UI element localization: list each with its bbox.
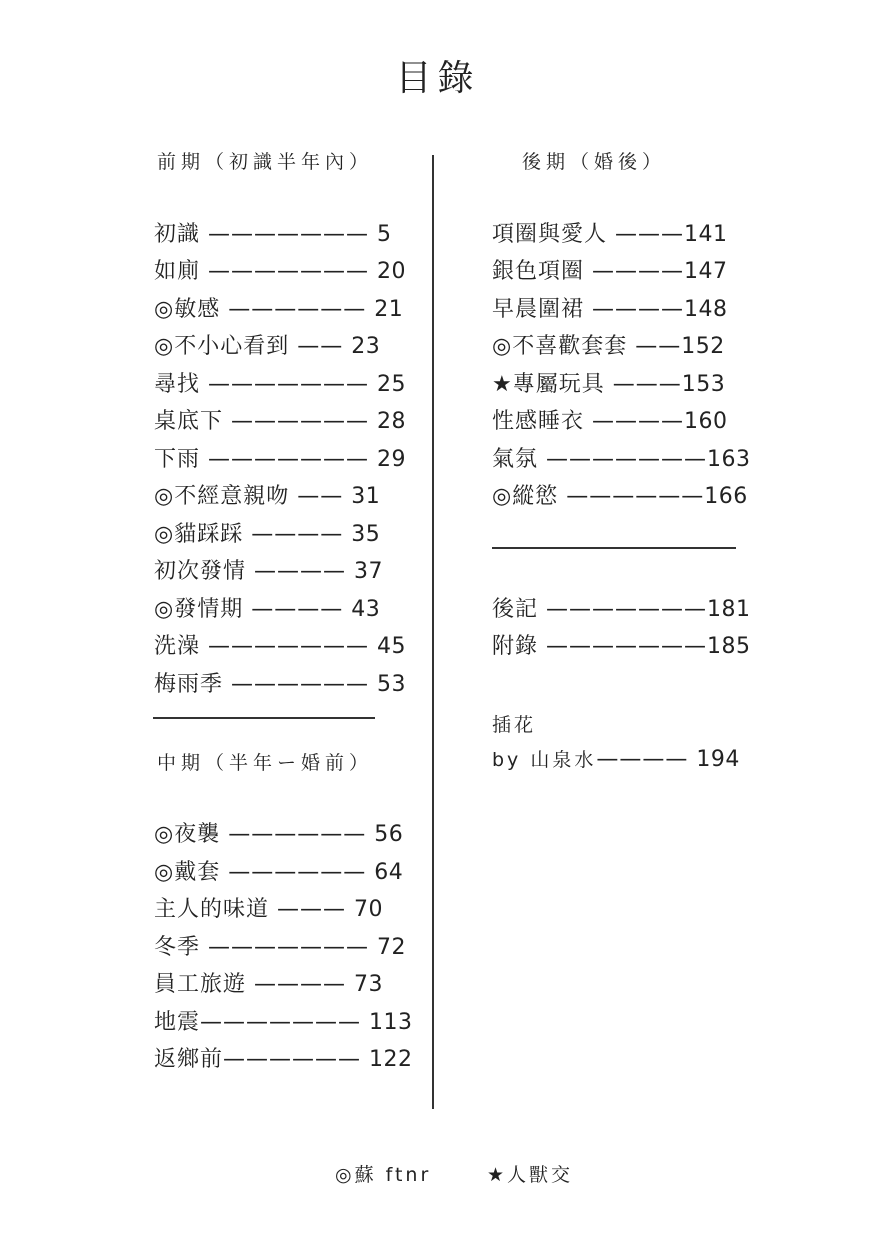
toc-entry[interactable] (154, 595, 380, 625)
toc-entry[interactable] (154, 445, 406, 475)
entry-title: 後記 (492, 597, 539, 622)
footer-legend-star: ★人獸交 (487, 1164, 574, 1186)
entry-title: 如廁 (154, 259, 201, 284)
toc-entry[interactable] (492, 407, 728, 437)
toc-entry[interactable] (492, 257, 728, 287)
section-heading-middle: 中期（半年ー婚前） (157, 752, 374, 774)
entry-title: ◎夜襲 (154, 822, 221, 847)
entry-page: 194 (696, 747, 740, 772)
entry-page: 166 (704, 484, 748, 509)
entry-title: 初識 (154, 222, 201, 247)
entry-page: 37 (354, 559, 384, 584)
entry-title: ◎發情期 (154, 597, 244, 622)
entry-title: 尋找 (154, 372, 201, 397)
entry-title: 主人的味道 (154, 897, 270, 922)
entry-title: ◎不經意親吻 (154, 484, 290, 509)
entry-title: 附錄 (492, 634, 539, 659)
entry-page: 23 (351, 334, 381, 359)
entry-title: 員工旅遊 (154, 972, 247, 997)
entry-title: 下雨 (154, 447, 201, 472)
entry-leader: —————— (228, 860, 367, 885)
entry-leader: ———— (592, 259, 685, 284)
entry-page: 5 (377, 222, 392, 247)
illustration-credit: by 山泉水 (492, 749, 597, 771)
entry-leader: ——— (615, 222, 685, 247)
entry-leader: ———— (596, 747, 689, 772)
entry-title: 早晨圍裙 (492, 297, 585, 322)
toc-entry[interactable] (154, 820, 403, 850)
toc-entry[interactable] (154, 257, 406, 287)
entry-leader: ——————— (200, 1010, 362, 1035)
entry-page: 53 (377, 672, 407, 697)
entry-leader: ——————— (208, 935, 370, 960)
entry-page: 64 (374, 860, 404, 885)
toc-entry[interactable] (154, 482, 380, 512)
entry-title: ◎不喜歡套套 (492, 334, 628, 359)
entry-title: 地震 (154, 1010, 201, 1035)
toc-entry[interactable] (154, 332, 380, 362)
entry-title: ◎不小心看到 (154, 334, 290, 359)
entry-title: 初次發情 (154, 559, 247, 584)
column-divider (432, 155, 434, 1109)
entry-leader: ——————— (208, 372, 370, 397)
section-heading-late: 後期（婚後） (522, 151, 667, 173)
toc-entry[interactable] (492, 295, 728, 325)
entry-page: 28 (377, 409, 407, 434)
entry-leader: ———— (251, 522, 344, 547)
entry-page: 25 (377, 372, 407, 397)
entry-leader: ——————— (546, 447, 708, 472)
entry-page: 21 (374, 297, 404, 322)
entry-title: ◎貓踩踩 (154, 522, 244, 547)
entry-page: 20 (377, 259, 407, 284)
entry-leader: ——————— (208, 259, 370, 284)
entry-leader: —— (635, 334, 682, 359)
entry-title: ◎敏感 (154, 297, 221, 322)
toc-entry[interactable] (154, 220, 392, 250)
entry-leader: ——————— (208, 222, 370, 247)
section-divider-right (492, 547, 736, 549)
page-title: 目錄 (395, 58, 480, 99)
entry-leader: ———— (254, 972, 347, 997)
entry-title: 性感睡衣 (492, 409, 585, 434)
entry-title: ★專屬玩具 (492, 372, 605, 397)
toc-entry[interactable] (154, 370, 406, 400)
entry-title: 冬季 (154, 935, 201, 960)
entry-page: 148 (684, 297, 728, 322)
entry-leader: ———— (251, 597, 344, 622)
entry-title: 返鄉前 (154, 1047, 224, 1072)
entry-title: 項圈與愛人 (492, 222, 608, 247)
entry-page: 122 (369, 1047, 413, 1072)
entry-leader: ——————— (208, 447, 370, 472)
illustration-heading: 插花 (492, 714, 537, 736)
entry-page: 35 (351, 522, 381, 547)
toc-entry[interactable] (492, 332, 725, 362)
entry-page: 153 (681, 372, 726, 397)
toc-entry[interactable] (154, 933, 406, 963)
entry-leader: ——————— (546, 634, 708, 659)
section-divider-left (153, 717, 375, 719)
entry-title: 桌底下 (154, 409, 224, 434)
toc-entry-appendix[interactable] (492, 632, 751, 662)
entry-page: 113 (369, 1010, 413, 1035)
entry-leader: ——————— (208, 634, 370, 659)
toc-entry[interactable] (154, 557, 383, 587)
entry-title: 洗澡 (154, 634, 201, 659)
entry-page: 163 (707, 447, 751, 472)
toc-entry[interactable] (154, 858, 403, 888)
entry-title: 氣氛 (492, 447, 539, 472)
toc-entry[interactable] (154, 895, 383, 925)
entry-leader: ——————— (546, 597, 708, 622)
entry-leader: ———— (592, 297, 685, 322)
entry-page: 45 (377, 634, 407, 659)
entry-title: 梅雨季 (154, 672, 224, 697)
toc-entry[interactable] (154, 295, 403, 325)
entry-title: 銀色項圈 (492, 259, 585, 284)
entry-page: 185 (707, 634, 751, 659)
entry-leader: ——— (277, 897, 347, 922)
entry-page: 72 (377, 935, 407, 960)
entry-page: 56 (374, 822, 404, 847)
toc-entry[interactable] (154, 632, 406, 662)
entry-page: 43 (351, 597, 381, 622)
entry-leader: ——— (612, 372, 682, 397)
entry-leader: —— (297, 484, 344, 509)
entry-leader: —————— (231, 672, 370, 697)
toc-entry[interactable] (154, 970, 383, 1000)
toc-entry[interactable] (492, 445, 751, 475)
toc-entry[interactable] (492, 370, 725, 400)
toc-entry[interactable] (154, 1008, 413, 1038)
entry-page: 70 (354, 897, 384, 922)
entry-title: ◎縱慾 (492, 484, 559, 509)
entry-leader: ———— (254, 559, 347, 584)
toc-entry[interactable] (154, 670, 406, 700)
entry-page: 160 (684, 409, 728, 434)
toc-entry[interactable] (492, 220, 728, 250)
entry-page: 147 (684, 259, 728, 284)
entry-leader: —————— (228, 297, 367, 322)
entry-leader: —————— (228, 822, 367, 847)
entry-leader: —— (297, 334, 344, 359)
entry-leader: —————— (223, 1047, 362, 1072)
entry-leader: —————— (566, 484, 705, 509)
toc-entry[interactable] (154, 1045, 413, 1075)
toc-entry-afterword[interactable] (492, 595, 751, 625)
section-heading-early: 前期（初識半年內） (157, 151, 374, 173)
toc-entry-illustration[interactable] (492, 745, 740, 775)
entry-page: 31 (351, 484, 381, 509)
toc-entry[interactable] (492, 482, 748, 512)
entry-page: 152 (681, 334, 725, 359)
toc-entry[interactable] (154, 520, 380, 550)
entry-page: 73 (354, 972, 384, 997)
entry-title: ◎戴套 (154, 860, 221, 885)
entry-page: 181 (707, 597, 751, 622)
entry-leader: ———— (592, 409, 685, 434)
toc-entry[interactable] (154, 407, 406, 437)
entry-leader: —————— (231, 409, 370, 434)
entry-page: 141 (684, 222, 728, 247)
footer-legend-circle: ◎蘇 ftnr (335, 1164, 432, 1186)
entry-page: 29 (377, 447, 407, 472)
